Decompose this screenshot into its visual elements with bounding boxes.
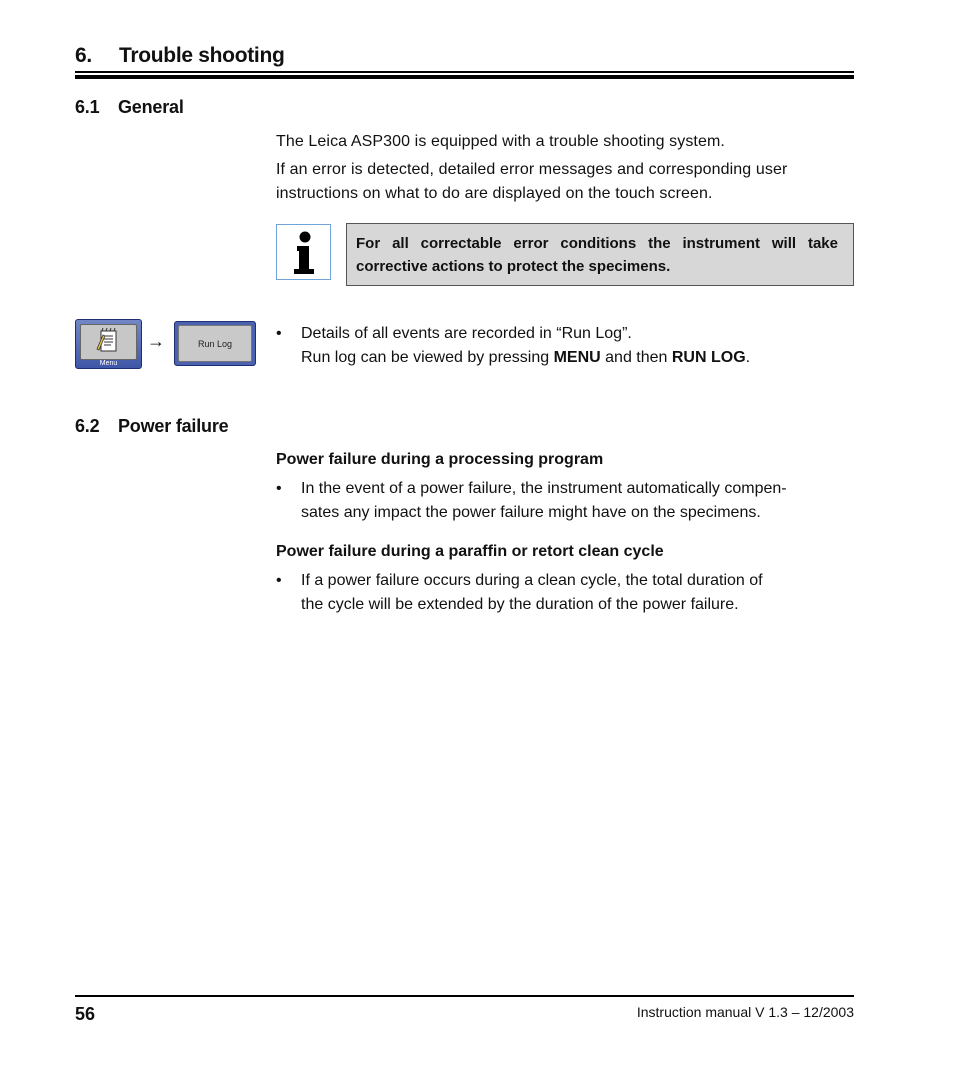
subheading-clean-cycle: Power failure during a paraffin or retort clean cycle: [276, 543, 664, 560]
bullet: •: [276, 572, 282, 589]
page-number: 56: [75, 1004, 96, 1024]
heading-rule-thin: [75, 71, 854, 73]
run-log-button[interactable]: [174, 321, 256, 366]
menu-button-label: Menu: [99, 360, 118, 367]
section-number: 6.2: [75, 416, 100, 436]
chapter-heading: [75, 44, 285, 68]
section-title: Power failure: [118, 416, 229, 436]
section-number: 6.1: [75, 97, 100, 117]
chapter-number: 6.: [75, 44, 92, 67]
bullet-line-1: In the event of a power failure, the instrument automatically compen-: [301, 480, 787, 497]
paragraph-line: If an error is detected, detailed error messages and corresponding user: [276, 161, 788, 178]
section-heading-power-failure: [75, 416, 228, 437]
footer-rule: [75, 995, 854, 997]
menu-button-face: [80, 324, 137, 360]
general-paragraph-1: The Leica ASP300 is equipped with a trouble shooting system.: [276, 133, 725, 150]
bullet-line-2: sates any impact the power failure might have on the specimens.: [301, 504, 761, 521]
bullet-text: [301, 322, 854, 370]
text-run: and then: [600, 349, 672, 366]
notepad-icon: [81, 325, 136, 359]
info-icon-graphic: [277, 225, 330, 279]
run-log-button-label: Run Log: [178, 325, 252, 362]
run-log-keyword: RUN LOG: [671, 349, 746, 366]
bullet-line-1: If a power failure occurs during a clean cycle, the total duration of: [301, 572, 763, 589]
section-heading-general: [75, 97, 184, 118]
bullet-text: [301, 477, 854, 525]
chapter-title: Trouble shooting: [119, 44, 285, 67]
paragraph-line: instructions on what to do are displayed on the touch screen.: [276, 185, 713, 202]
bullet: •: [276, 480, 282, 497]
text-run: Run log can be viewed by pressing: [301, 349, 554, 366]
subheading-processing-program: Power failure during a processing program: [276, 451, 604, 468]
menu-keyword: MENU: [553, 349, 601, 366]
arrow-icon: →: [147, 331, 165, 351]
bullet: •: [276, 325, 282, 342]
heading-rule-thick: [75, 75, 854, 79]
info-note-box: For all correctable error conditions the instrument will take corrective actions to protect the specimens.: [346, 223, 854, 286]
menu-button[interactable]: [75, 319, 142, 369]
bullet-line-2: the cycle will be extended by the duration of the power failure.: [301, 596, 739, 613]
text-run: .: [745, 349, 751, 366]
bullet-line-1: Details of all events are recorded in “Run Log”.: [301, 325, 632, 342]
section-title: General: [118, 97, 184, 117]
info-icon: [276, 224, 331, 280]
bullet-text: [301, 569, 854, 617]
general-paragraph-2: [276, 158, 854, 206]
bullet-line-2: [301, 346, 854, 370]
footer-text: Instruction manual V 1.3 – 12/2003: [636, 1004, 854, 1020]
